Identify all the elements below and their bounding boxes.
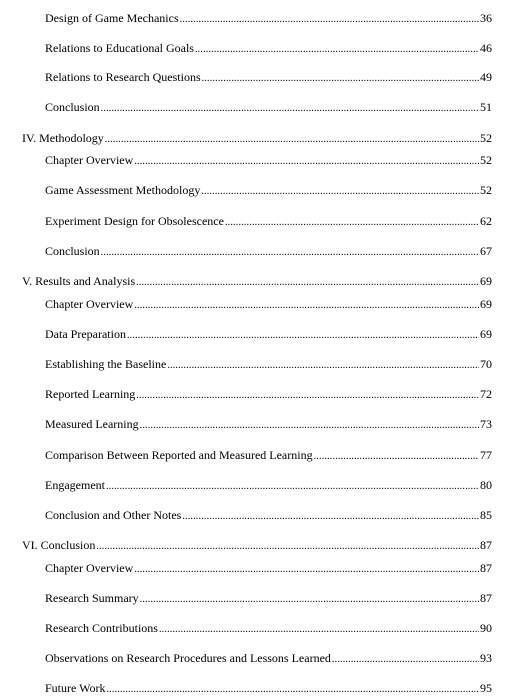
toc-entry-label: Conclusion — [45, 244, 100, 258]
toc-entry-reported-learning[interactable] — [45, 387, 492, 401]
toc-entry-engagement[interactable] — [45, 478, 492, 492]
toc-entry-observations[interactable] — [45, 651, 492, 665]
toc-entry-page: 87 — [480, 538, 492, 552]
toc-entry-chapter-overview[interactable] — [45, 561, 492, 575]
toc-chapter-conclusion[interactable] — [22, 538, 492, 552]
dot-leader — [134, 299, 479, 313]
dot-leader — [136, 276, 479, 290]
toc-entry-data-preparation[interactable] — [45, 327, 492, 341]
dot-leader — [195, 43, 479, 57]
dot-leader — [332, 653, 479, 667]
dot-leader — [182, 510, 479, 524]
dot-leader — [101, 102, 479, 116]
toc-entry-page: 77 — [480, 448, 492, 462]
toc-entry-page: 67 — [480, 244, 492, 258]
toc-entry-experiment-design[interactable] — [45, 214, 492, 228]
toc-entry-label: Research Summary — [45, 591, 139, 605]
dot-leader — [167, 359, 479, 373]
toc-entry-label: Engagement — [45, 478, 105, 492]
toc-entry-label: Conclusion — [45, 100, 100, 114]
dot-leader — [136, 389, 479, 403]
dot-leader — [101, 246, 479, 260]
toc-entry-page: 49 — [480, 70, 492, 84]
dot-leader — [180, 13, 479, 27]
dot-leader — [106, 683, 479, 697]
dot-leader — [96, 540, 479, 554]
toc-entry-page: 69 — [480, 297, 492, 311]
toc-entry-page: 69 — [480, 327, 492, 341]
toc-entry-label: V. Results and Analysis — [22, 274, 136, 288]
toc-entry-label: Data Preparation — [45, 327, 126, 341]
dot-leader — [202, 72, 479, 86]
dot-leader — [134, 563, 479, 577]
dot-leader — [201, 185, 479, 199]
toc-entry-label: Research Contributions — [45, 621, 158, 635]
toc-entry-page: 87 — [480, 561, 492, 575]
toc-entry-relations-to-educational-goals[interactable] — [45, 41, 492, 55]
toc-entry-label: Relations to Research Questions — [45, 70, 201, 84]
toc-entry-label: Observations on Research Procedures and Lessons Learned — [45, 651, 331, 665]
toc-entry-design-of-game-mechanics[interactable] — [45, 11, 492, 25]
toc-entry-label: Chapter Overview — [45, 153, 134, 167]
toc-entry-page: 95 — [480, 681, 492, 695]
toc-entry-page: 62 — [480, 214, 492, 228]
toc-entry-chapter-overview[interactable] — [45, 153, 492, 167]
toc-entry-label: Chapter Overview — [45, 297, 134, 311]
toc-chapter-methodology[interactable] — [22, 131, 492, 145]
toc-entry-research-contributions[interactable] — [45, 621, 492, 635]
toc-entry-conclusion[interactable] — [45, 244, 492, 258]
toc-entry-page: 80 — [480, 478, 492, 492]
toc-entry-establishing-the-baseline[interactable] — [45, 357, 492, 371]
toc-entry-page: 52 — [480, 183, 492, 197]
toc-entry-conclusion-and-other-notes[interactable] — [45, 508, 492, 522]
toc-entry-label: Establishing the Baseline — [45, 357, 167, 371]
dot-leader — [140, 419, 479, 433]
toc-entry-page: 52 — [480, 153, 492, 167]
dot-leader — [225, 216, 479, 230]
toc-entry-label: Measured Learning — [45, 417, 139, 431]
toc-entry-label: IV. Methodology — [22, 131, 104, 145]
toc-entry-label: Design of Game Mechanics — [45, 11, 179, 25]
toc-entry-label: Reported Learning — [45, 387, 136, 401]
toc-entry-page: 72 — [480, 387, 492, 401]
dot-leader — [106, 480, 479, 494]
toc-entry-page: 90 — [480, 621, 492, 635]
dot-leader — [127, 329, 479, 343]
toc-chapter-results-and-analysis[interactable] — [22, 274, 492, 288]
toc-entry-page: 69 — [480, 274, 492, 288]
toc-entry-comparison[interactable] — [45, 448, 492, 462]
toc-entry-page: 46 — [480, 41, 492, 55]
toc-entry-label: Comparison Between Reported and Measured Learning — [45, 448, 313, 462]
toc-entry-future-work[interactable] — [45, 681, 492, 695]
toc-entry-label: Relations to Educational Goals — [45, 41, 194, 55]
toc-entry-label: Experiment Design for Obsolescence — [45, 214, 224, 228]
toc-entry-page: 52 — [480, 131, 492, 145]
dot-leader — [140, 593, 479, 607]
toc-entry-game-assessment-methodology[interactable] — [45, 183, 492, 197]
toc-entry-label: Chapter Overview — [45, 561, 134, 575]
dot-leader — [314, 450, 479, 464]
dot-leader — [105, 133, 479, 147]
toc-entry-page: 36 — [480, 11, 492, 25]
toc-entry-page: 85 — [480, 508, 492, 522]
toc-entry-label: Future Work — [45, 681, 106, 695]
dot-leader — [159, 623, 479, 637]
toc-entry-label: Game Assessment Methodology — [45, 183, 201, 197]
toc-entry-measured-learning[interactable] — [45, 417, 492, 431]
toc-entry-page: 51 — [480, 100, 492, 114]
toc-entry-page: 73 — [480, 417, 492, 431]
toc-entry-label: Conclusion and Other Notes — [45, 508, 182, 522]
toc-entry-page: 87 — [480, 591, 492, 605]
dot-leader — [134, 155, 479, 169]
toc-entry-label: VI. Conclusion — [22, 538, 96, 552]
toc-entry-conclusion[interactable] — [45, 100, 492, 114]
toc-entry-page: 70 — [480, 357, 492, 371]
toc-entry-research-summary[interactable] — [45, 591, 492, 605]
toc-entry-chapter-overview[interactable] — [45, 297, 492, 311]
toc-entry-page: 93 — [480, 651, 492, 665]
toc-entry-relations-to-research-questions[interactable] — [45, 70, 492, 84]
